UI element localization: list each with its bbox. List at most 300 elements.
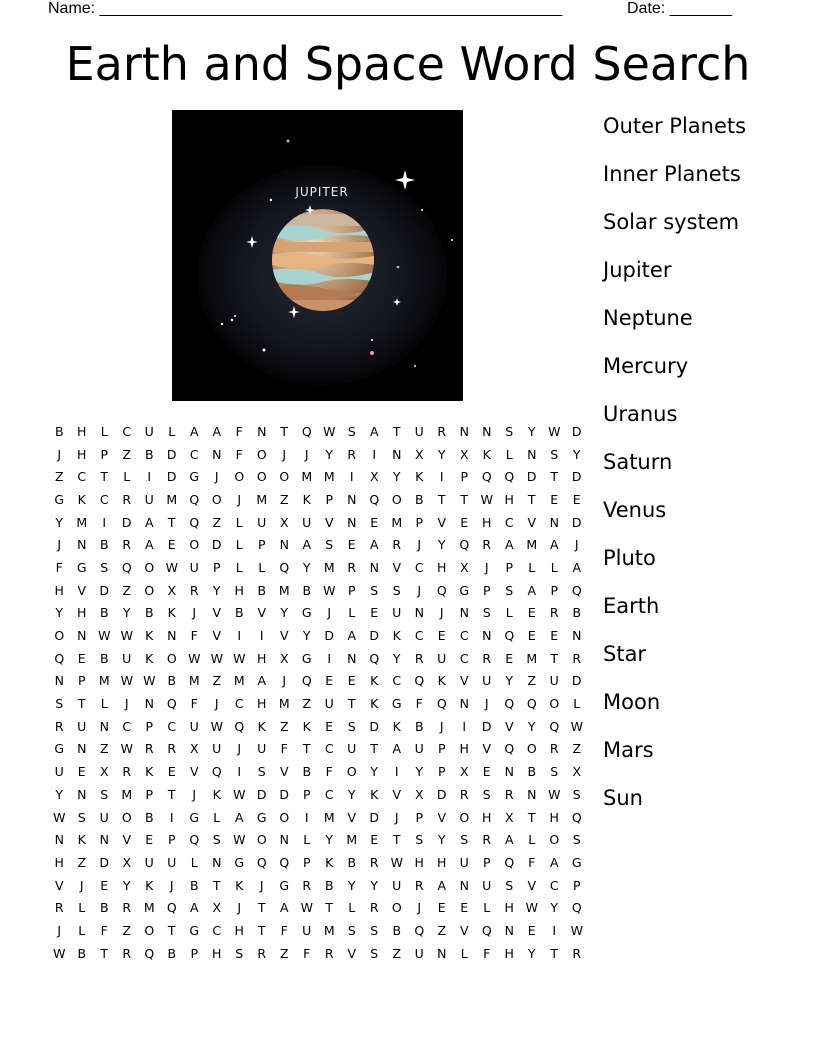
grid-letter: E bbox=[505, 650, 514, 666]
grid-letter: V bbox=[482, 741, 492, 757]
grid-row bbox=[48, 624, 588, 647]
grid-letter: N bbox=[347, 514, 357, 530]
grid-letter: P bbox=[212, 559, 221, 575]
grid-letter: V bbox=[279, 628, 289, 644]
letter-grid bbox=[48, 420, 588, 965]
grid-row bbox=[48, 692, 588, 715]
grid-letter: Y bbox=[437, 832, 446, 848]
grid-letter: U bbox=[257, 741, 267, 757]
grid-letter: U bbox=[482, 877, 492, 893]
grid-letter: U bbox=[212, 741, 222, 757]
grid-letter: N bbox=[549, 514, 559, 530]
grid-letter: J bbox=[282, 446, 287, 462]
grid-letter: A bbox=[189, 900, 199, 916]
grid-letter: G bbox=[54, 491, 65, 507]
grid-letter: Z bbox=[122, 446, 132, 462]
grid-letter: W bbox=[188, 650, 201, 666]
grid-letter: Q bbox=[166, 900, 177, 916]
grid-letter: U bbox=[167, 854, 177, 870]
grid-letter: A bbox=[572, 559, 582, 575]
grid-letter: U bbox=[459, 854, 469, 870]
grid-letter: N bbox=[459, 423, 469, 439]
grid-letter: V bbox=[324, 514, 334, 530]
grid-letter: Q bbox=[414, 673, 425, 689]
grid-letter: D bbox=[526, 469, 537, 485]
grid-letter: E bbox=[527, 605, 536, 621]
grid-letter: P bbox=[145, 786, 154, 802]
grid-letter: O bbox=[234, 469, 245, 485]
grid-letter: A bbox=[369, 423, 379, 439]
grid-letter: C bbox=[212, 922, 222, 938]
grid-letter: U bbox=[324, 696, 334, 712]
grid-letter: R bbox=[572, 650, 582, 666]
grid-letter: A bbox=[257, 673, 267, 689]
grid-letter: E bbox=[370, 832, 379, 848]
grid-row bbox=[48, 533, 588, 556]
grid-letter: Q bbox=[301, 423, 312, 439]
grid-letter: V bbox=[437, 809, 447, 825]
grid-letter: M bbox=[323, 559, 335, 575]
grid-letter: A bbox=[144, 514, 154, 530]
grid-letter: Y bbox=[347, 786, 356, 802]
grid-letter: X bbox=[369, 469, 379, 485]
grid-letter: B bbox=[167, 673, 177, 689]
grid-letter: H bbox=[54, 582, 64, 598]
grid-letter: Q bbox=[504, 696, 515, 712]
grid-letter: C bbox=[414, 559, 424, 575]
grid-letter: J bbox=[282, 673, 287, 689]
grid-letter: G bbox=[391, 696, 402, 712]
grid-letter: H bbox=[504, 491, 514, 507]
grid-letter: M bbox=[256, 491, 268, 507]
grid-row bbox=[48, 465, 588, 488]
grid-row bbox=[48, 874, 588, 897]
grid-letter: M bbox=[391, 514, 403, 530]
grid-letter: Q bbox=[436, 696, 447, 712]
grid-letter: T bbox=[460, 491, 469, 507]
grid-letter: K bbox=[167, 605, 176, 621]
grid-letter: Y bbox=[55, 605, 64, 621]
grid-letter: X bbox=[99, 764, 109, 780]
grid-letter: R bbox=[257, 945, 267, 961]
grid-letter: J bbox=[304, 446, 309, 462]
grid-letter: M bbox=[323, 809, 335, 825]
grid-letter: B bbox=[324, 877, 334, 893]
grid-letter: B bbox=[99, 650, 109, 666]
grid-letter: D bbox=[99, 854, 110, 870]
grid-letter: D bbox=[369, 809, 380, 825]
grid-letter: S bbox=[482, 605, 491, 621]
grid-letter: X bbox=[459, 446, 469, 462]
grid-letter: B bbox=[527, 764, 537, 780]
grid-letter: B bbox=[234, 605, 244, 621]
grid-letter: Y bbox=[370, 877, 379, 893]
grid-letter: H bbox=[504, 945, 514, 961]
grid-letter: P bbox=[482, 854, 491, 870]
grid-letter: S bbox=[257, 764, 266, 780]
grid-letter: B bbox=[347, 854, 357, 870]
grid-letter: M bbox=[301, 469, 313, 485]
grid-letter: J bbox=[57, 446, 62, 462]
grid-letter: A bbox=[549, 854, 559, 870]
grid-letter: K bbox=[145, 650, 154, 666]
grid-letter: I bbox=[372, 446, 377, 462]
grid-letter: A bbox=[189, 423, 199, 439]
grid-letter: U bbox=[549, 673, 559, 689]
grid-letter: F bbox=[235, 423, 243, 439]
grid-letter: K bbox=[392, 628, 401, 644]
grid-letter: T bbox=[392, 423, 401, 439]
grid-letter: J bbox=[417, 900, 422, 916]
grid-letter: A bbox=[279, 900, 289, 916]
grid-letter: T bbox=[167, 514, 176, 530]
grid-letter: I bbox=[327, 650, 332, 666]
grid-letter: P bbox=[167, 832, 176, 848]
grid-letter: T bbox=[167, 786, 176, 802]
grid-letter: J bbox=[327, 605, 332, 621]
grid-letter: U bbox=[482, 673, 492, 689]
grid-letter: S bbox=[347, 718, 356, 734]
grid-letter: I bbox=[237, 764, 242, 780]
grid-letter: V bbox=[257, 605, 267, 621]
grid-letter: N bbox=[482, 423, 492, 439]
grid-letter: C bbox=[77, 469, 87, 485]
grid-letter: X bbox=[122, 854, 132, 870]
grid-letter: R bbox=[347, 446, 357, 462]
grid-letter: Q bbox=[234, 718, 245, 734]
grid-letter: R bbox=[302, 877, 312, 893]
grid-letter: J bbox=[417, 537, 422, 553]
grid-letter: R bbox=[189, 582, 199, 598]
grid-letter: T bbox=[550, 469, 559, 485]
grid-letter: S bbox=[505, 423, 514, 439]
grid-letter: N bbox=[572, 628, 582, 644]
grid-letter: W bbox=[570, 718, 583, 734]
grid-letter: G bbox=[279, 877, 290, 893]
grid-letter: L bbox=[483, 900, 491, 916]
grid-letter: Y bbox=[325, 446, 334, 462]
grid-row bbox=[48, 420, 588, 443]
grid-letter: Z bbox=[122, 922, 132, 938]
grid-letter: L bbox=[505, 446, 513, 462]
grid-letter: Y bbox=[527, 945, 536, 961]
grid-letter: L bbox=[505, 605, 513, 621]
grid-letter: A bbox=[234, 809, 244, 825]
grid-letter: R bbox=[549, 605, 559, 621]
grid-letter: L bbox=[123, 469, 131, 485]
word-item: Star bbox=[603, 642, 647, 666]
grid-letter: Y bbox=[392, 650, 401, 666]
grid-letter: M bbox=[98, 673, 110, 689]
grid-letter: U bbox=[99, 809, 109, 825]
grid-letter: U bbox=[437, 650, 447, 666]
grid-letter: R bbox=[122, 537, 132, 553]
grid-letter: K bbox=[302, 491, 311, 507]
grid-letter: S bbox=[572, 832, 581, 848]
grid-letter: M bbox=[346, 832, 358, 848]
grid-letter: I bbox=[102, 514, 107, 530]
grid-letter: X bbox=[459, 764, 469, 780]
grid-letter: O bbox=[144, 559, 155, 575]
grid-letter: W bbox=[480, 491, 493, 507]
grid-letter: Q bbox=[211, 764, 222, 780]
grid-letter: H bbox=[77, 446, 87, 462]
grid-letter: A bbox=[392, 741, 402, 757]
grid-letter: S bbox=[505, 582, 514, 598]
grid-letter: Q bbox=[504, 854, 515, 870]
grid-letter: A bbox=[144, 537, 154, 553]
grid-letter: H bbox=[459, 741, 469, 757]
grid-letter: R bbox=[572, 945, 582, 961]
grid-letter: R bbox=[482, 537, 492, 553]
grid-letter: T bbox=[325, 900, 334, 916]
grid-letter: W bbox=[53, 945, 66, 961]
grid-letter: R bbox=[347, 559, 357, 575]
grid-row bbox=[48, 602, 588, 625]
grid-letter: Y bbox=[55, 514, 64, 530]
word-item: Inner Planets bbox=[603, 162, 741, 186]
grid-letter: R bbox=[482, 650, 492, 666]
grid-letter: X bbox=[459, 559, 469, 575]
grid-letter: Y bbox=[437, 446, 446, 462]
grid-letter: H bbox=[482, 514, 492, 530]
grid-letter: V bbox=[279, 764, 289, 780]
grid-letter: P bbox=[257, 537, 266, 553]
grid-letter: B bbox=[99, 900, 109, 916]
page-title: Earth and Space Word Search bbox=[65, 37, 751, 91]
grid-letter: V bbox=[122, 832, 132, 848]
grid-letter: J bbox=[124, 696, 129, 712]
grid-letter: Q bbox=[256, 854, 267, 870]
grid-letter: T bbox=[167, 922, 176, 938]
grid-letter: Q bbox=[166, 696, 177, 712]
grid-letter: R bbox=[414, 650, 424, 666]
grid-letter: S bbox=[235, 945, 244, 961]
grid-letter: L bbox=[235, 514, 243, 530]
grid-letter: U bbox=[392, 877, 402, 893]
grid-letter: C bbox=[324, 741, 334, 757]
grid-letter: K bbox=[77, 832, 86, 848]
grid-letter: V bbox=[527, 877, 537, 893]
grid-letter: W bbox=[300, 900, 313, 916]
grid-row bbox=[48, 556, 588, 579]
grid-letter: D bbox=[571, 423, 582, 439]
grid-letter: M bbox=[278, 696, 290, 712]
grid-row bbox=[48, 896, 588, 919]
grid-letter: R bbox=[482, 832, 492, 848]
grid-letter: B bbox=[302, 582, 312, 598]
word-item: Mars bbox=[603, 738, 654, 762]
grid-letter: Q bbox=[279, 854, 290, 870]
grid-letter: N bbox=[279, 832, 289, 848]
grid-letter: T bbox=[280, 423, 289, 439]
grid-letter: T bbox=[370, 741, 379, 757]
grid-letter: X bbox=[167, 582, 177, 598]
grid-letter: S bbox=[505, 877, 514, 893]
grid-letter: T bbox=[550, 650, 559, 666]
grid-letter: T bbox=[212, 877, 221, 893]
grid-letter: P bbox=[77, 673, 86, 689]
grid-letter: B bbox=[77, 945, 87, 961]
grid-letter: Z bbox=[77, 854, 87, 870]
grid-letter: H bbox=[504, 900, 514, 916]
grid-letter: B bbox=[257, 582, 267, 598]
grid-letter: I bbox=[552, 922, 557, 938]
grid-letter: U bbox=[54, 764, 64, 780]
grid-letter: Q bbox=[279, 559, 290, 575]
grid-letter: R bbox=[369, 900, 379, 916]
grid-letter: B bbox=[99, 537, 109, 553]
grid-letter: O bbox=[144, 582, 155, 598]
grid-letter: V bbox=[347, 809, 357, 825]
grid-letter: A bbox=[504, 832, 514, 848]
grid-letter: B bbox=[572, 605, 582, 621]
grid-letter: I bbox=[304, 809, 309, 825]
grid-letter: P bbox=[100, 446, 109, 462]
grid-letter: J bbox=[394, 809, 399, 825]
grid-letter: I bbox=[439, 469, 444, 485]
grid-letter: N bbox=[527, 446, 537, 462]
grid-letter: O bbox=[144, 922, 155, 938]
grid-letter: J bbox=[214, 469, 219, 485]
grid-letter: Y bbox=[302, 628, 311, 644]
grid-letter: D bbox=[369, 718, 380, 734]
grid-letter: K bbox=[145, 628, 154, 644]
grid-letter: K bbox=[370, 696, 379, 712]
grid-letter: C bbox=[234, 696, 244, 712]
grid-letter: C bbox=[392, 673, 402, 689]
grid-letter: N bbox=[54, 832, 64, 848]
grid-letter: Q bbox=[504, 741, 515, 757]
grid-letter: Z bbox=[527, 673, 537, 689]
grid-letter: Y bbox=[437, 537, 446, 553]
grid-letter: M bbox=[233, 673, 245, 689]
word-item: Jupiter bbox=[603, 258, 672, 282]
grid-letter: D bbox=[256, 786, 267, 802]
grid-letter: O bbox=[526, 741, 537, 757]
grid-letter: T bbox=[392, 832, 401, 848]
grid-letter: U bbox=[144, 491, 154, 507]
grid-letter: T bbox=[527, 809, 536, 825]
grid-letter: B bbox=[144, 605, 154, 621]
grid-letter: E bbox=[460, 900, 469, 916]
grid-letter: T bbox=[77, 696, 86, 712]
grid-letter: R bbox=[54, 900, 64, 916]
grid-letter: Y bbox=[505, 673, 514, 689]
grid-letter: C bbox=[122, 423, 132, 439]
grid-letter: S bbox=[55, 696, 64, 712]
grid-letter: N bbox=[144, 696, 154, 712]
grid-letter: F bbox=[280, 741, 288, 757]
grid-letter: Q bbox=[571, 582, 582, 598]
grid-letter: J bbox=[439, 718, 444, 734]
grid-letter: G bbox=[459, 582, 470, 598]
grid-letter: H bbox=[212, 945, 222, 961]
grid-letter: O bbox=[256, 469, 267, 485]
grid-letter: L bbox=[258, 559, 266, 575]
grid-letter: L bbox=[213, 809, 221, 825]
grid-letter: W bbox=[120, 741, 133, 757]
grid-letter: R bbox=[122, 491, 132, 507]
grid-letter: N bbox=[459, 877, 469, 893]
grid-letter: L bbox=[78, 922, 86, 938]
grid-letter: J bbox=[237, 900, 242, 916]
grid-letter: H bbox=[257, 650, 267, 666]
grid-letter: C bbox=[189, 446, 199, 462]
grid-letter: H bbox=[257, 696, 267, 712]
grid-letter: A bbox=[437, 877, 447, 893]
grid-letter: E bbox=[325, 673, 334, 689]
grid-letter: Y bbox=[550, 900, 559, 916]
grid-letter: E bbox=[145, 832, 154, 848]
grid-letter: F bbox=[415, 696, 423, 712]
grid-letter: H bbox=[437, 559, 447, 575]
grid-letter: C bbox=[324, 786, 334, 802]
grid-letter: P bbox=[302, 786, 311, 802]
grid-letter: D bbox=[121, 514, 132, 530]
grid-letter: M bbox=[323, 469, 335, 485]
grid-letter: P bbox=[437, 764, 446, 780]
jupiter-illustration bbox=[172, 110, 463, 401]
grid-letter: V bbox=[212, 628, 222, 644]
grid-letter: L bbox=[78, 900, 86, 916]
grid-letter: Z bbox=[302, 696, 312, 712]
grid-letter: G bbox=[571, 854, 582, 870]
grid-letter: I bbox=[349, 469, 354, 485]
grid-letter: N bbox=[77, 741, 87, 757]
grid-letter: D bbox=[99, 582, 110, 598]
word-item: Earth bbox=[603, 594, 660, 618]
grid-letter: T bbox=[347, 696, 356, 712]
grid-letter: Z bbox=[212, 673, 222, 689]
grid-letter: G bbox=[301, 650, 312, 666]
grid-letter: V bbox=[504, 718, 514, 734]
grid-letter: P bbox=[325, 491, 334, 507]
word-item: Neptune bbox=[603, 306, 693, 330]
grid-letter: H bbox=[77, 605, 87, 621]
grid-letter: O bbox=[346, 764, 357, 780]
grid-letter: N bbox=[54, 673, 64, 689]
grid-letter: K bbox=[415, 469, 424, 485]
grid-letter: K bbox=[302, 718, 311, 734]
grid-letter: N bbox=[212, 446, 222, 462]
grid-letter: V bbox=[189, 764, 199, 780]
grid-letter: O bbox=[279, 809, 290, 825]
grid-letter: B bbox=[392, 922, 402, 938]
grid-letter: Z bbox=[279, 718, 289, 734]
grid-letter: I bbox=[259, 628, 264, 644]
grid-letter: F bbox=[235, 446, 243, 462]
grid-letter: Z bbox=[99, 741, 109, 757]
grid-letter: B bbox=[144, 809, 154, 825]
grid-letter: Z bbox=[437, 922, 447, 938]
grid-letter: W bbox=[165, 559, 178, 575]
grid-letter: E bbox=[527, 922, 536, 938]
grid-letter: E bbox=[167, 537, 176, 553]
grid-letter: Q bbox=[189, 514, 200, 530]
grid-letter: Q bbox=[571, 809, 582, 825]
grid-letter: M bbox=[143, 900, 155, 916]
grid-letter: Q bbox=[369, 491, 380, 507]
grid-letter: D bbox=[571, 469, 582, 485]
grid-letter: A bbox=[212, 423, 222, 439]
grid-letter: E bbox=[482, 764, 491, 780]
grid-letter: I bbox=[394, 764, 399, 780]
grid-letter: G bbox=[234, 854, 245, 870]
grid-letter: O bbox=[549, 696, 560, 712]
grid-letter: Q bbox=[549, 718, 560, 734]
grid-letter: U bbox=[77, 718, 87, 734]
